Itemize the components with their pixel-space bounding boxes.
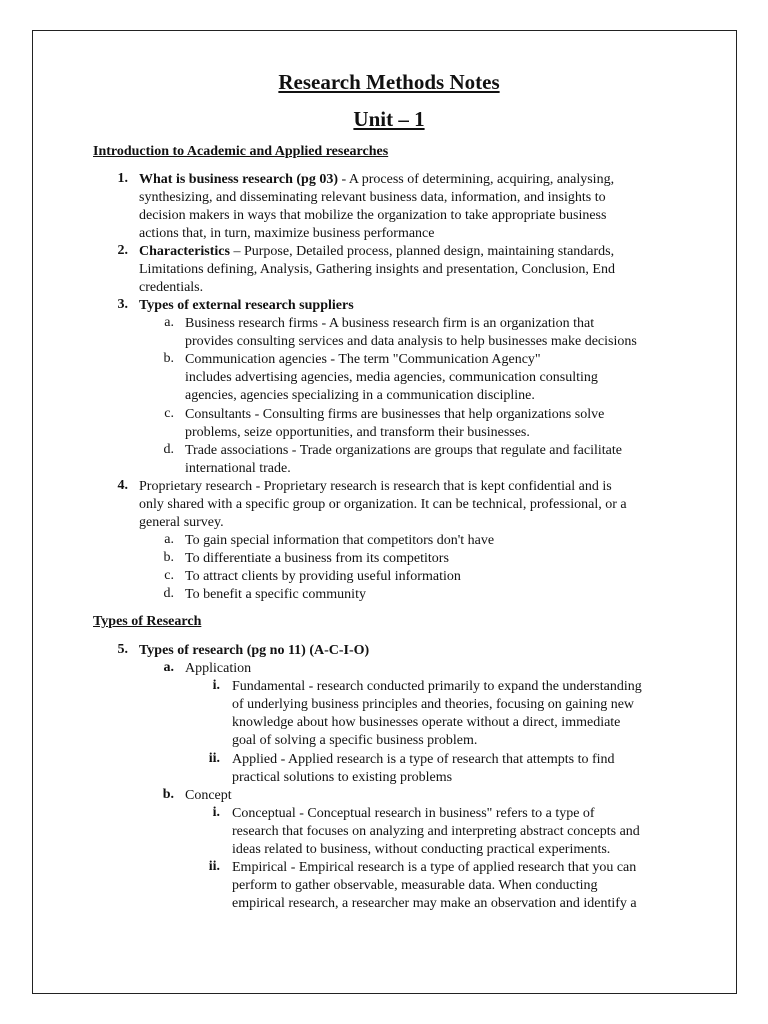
item-5-line-1: Types of research (pg no 11) (A-C-I-O) <box>139 643 370 658</box>
roman-line: knowledge about how businesses operate without a direct, immediate <box>232 715 621 730</box>
subitem-marker: a. <box>164 532 174 547</box>
item-number: 3. <box>117 297 128 312</box>
subitem-marker: c. <box>164 568 174 583</box>
unit-title: Unit – 1 <box>353 107 425 131</box>
subitem-line: Concept <box>185 788 232 803</box>
roman-line: ideas related to business, without conducting practical experiments. <box>232 842 611 857</box>
subitem-line: international trade. <box>185 461 291 476</box>
subitem-line: agencies, agencies specializing in a communication discipline. <box>185 388 535 403</box>
item-4-line-3: general survey. <box>139 515 224 530</box>
item-2-line-2: Limitations defining, Analysis, Gathering insights and presentation, Conclusion, End <box>139 262 615 277</box>
subitem-marker: c. <box>164 406 174 421</box>
item-2-term: Characteristics <box>139 244 230 259</box>
roman-line: of underlying business principles and theories, focusing on gaining new <box>232 697 635 712</box>
subitem-line: Consultants - Consulting firms are businesses that help organizations solve <box>185 407 605 422</box>
section-heading-intro: Introduction to Academic and Applied researches <box>93 144 389 159</box>
roman-line: perform to gather observable, measurable data. When conducting <box>232 878 598 893</box>
roman-line: research that focuses on analyzing and interpreting abstract concepts and <box>232 824 640 839</box>
item-4-line-2: only shared with a specific group or organization. It can be technical, professional, or a <box>139 497 627 512</box>
item-1-term: What is business research (pg 03) <box>139 172 339 187</box>
roman-line: goal of solving a specific business problem. <box>232 733 478 748</box>
roman-line: Empirical - Empirical research is a type of applied research that you can <box>232 860 637 875</box>
document-title: Research Methods Notes <box>278 70 500 94</box>
roman-marker: ii. <box>208 859 220 874</box>
subitem-line: includes advertising agencies, media agencies, communication consulting <box>185 370 598 385</box>
subitem-marker: d. <box>163 586 174 601</box>
subitem-marker: d. <box>163 442 174 457</box>
subitem-line: Trade associations - Trade organizations are groups that regulate and facilitate <box>185 443 622 458</box>
item-number: 1. <box>117 171 128 186</box>
roman-line: empirical research, a researcher may make an observation and identify a <box>232 896 637 911</box>
subitem-line: provides consulting services and data analysis to help businesses make decisions <box>185 334 637 349</box>
roman-marker: ii. <box>208 751 220 766</box>
subitem-marker: a. <box>163 660 174 675</box>
subitem-marker: b. <box>162 787 174 802</box>
subitem-line: To differentiate a business from its competitors <box>185 551 449 566</box>
subitem-line: Communication agencies - The term "Communication Agency" <box>185 352 541 367</box>
item-1-line-4: actions that, in turn, maximize business performance <box>139 226 435 241</box>
item-1-line-2: synthesizing, and disseminating relevant business data, information, and insights to <box>139 190 606 205</box>
roman-line: Conceptual - Conceptual research in business" refers to a type of <box>232 806 595 821</box>
roman-line: Fundamental - research conducted primarily to expand the understanding <box>232 679 642 694</box>
item-number: 2. <box>117 243 128 258</box>
item-4-line-1: Proprietary research - Proprietary research is research that is kept confidential and is <box>139 479 612 494</box>
roman-marker: i. <box>212 805 220 820</box>
item-2-line-3: credentials. <box>139 280 204 295</box>
item-1-line-3: decision makers in ways that mobilize the organization to take appropriate business <box>139 208 607 223</box>
subitem-line: To benefit a specific community <box>185 587 366 602</box>
subitem-line: To gain special information that competitors don't have <box>185 533 495 548</box>
subitem-marker: b. <box>163 351 174 366</box>
subitem-line: To attract clients by providing useful information <box>185 569 461 584</box>
subitem-marker: b. <box>163 550 174 565</box>
item-number: 5. <box>117 642 128 657</box>
subitem-line: problems, seize opportunities, and transform their businesses. <box>185 425 530 440</box>
subitem-line: Business research firms - A business research firm is an organization that <box>185 316 595 331</box>
item-1-definition: - A process of determining, acquiring, analysing, <box>338 172 615 187</box>
item-2-line-1 <box>139 243 614 261</box>
item-2-definition: – Purpose, Detailed process, planned design, maintaining standards, <box>229 244 615 259</box>
item-1-line-1 <box>139 171 614 189</box>
subitem-marker: a. <box>164 315 174 330</box>
section-heading-types: Types of Research <box>93 614 202 629</box>
item-3-line-1: Types of external research suppliers <box>139 298 354 313</box>
roman-line: practical solutions to existing problems <box>232 770 453 785</box>
roman-line: Applied - Applied research is a type of research that attempts to find <box>232 752 615 767</box>
subitem-line: Application <box>185 661 252 676</box>
roman-marker: i. <box>212 678 220 693</box>
item-number: 4. <box>117 478 128 493</box>
